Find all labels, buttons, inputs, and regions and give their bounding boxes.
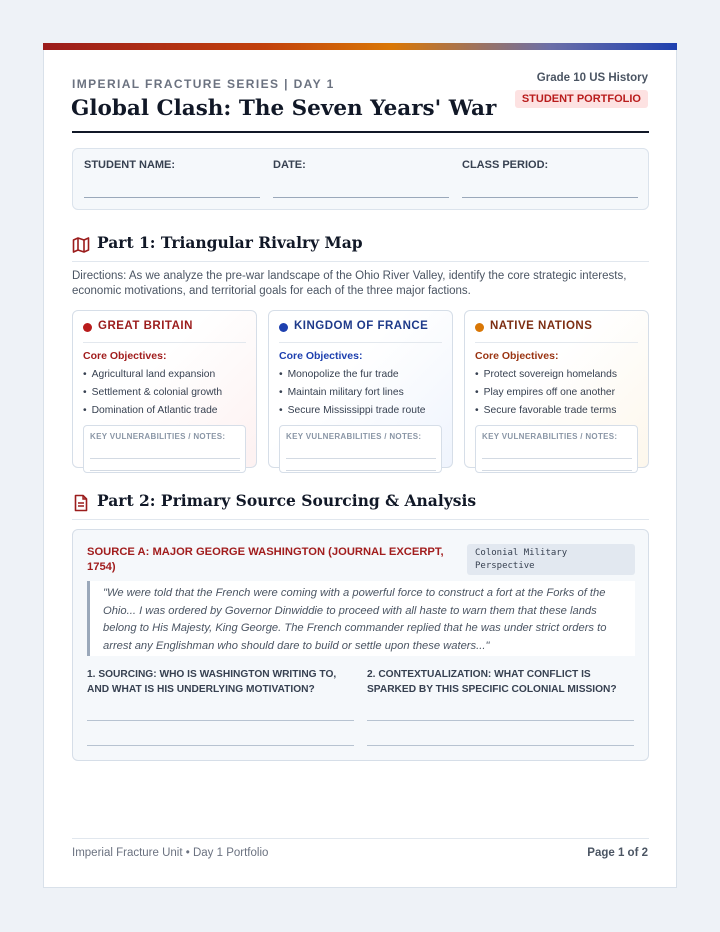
objectives-list: [83, 366, 222, 420]
objectives-list: [475, 366, 617, 420]
list-item: • Maintain military fort lines: [279, 384, 426, 402]
faction-color-dot: [279, 323, 288, 332]
part2-header: [72, 491, 649, 520]
answer-line-2a[interactable]: [367, 720, 634, 721]
faction-color-dot: [475, 323, 484, 332]
faction-card-native-nations: [464, 310, 649, 468]
date-label: DATE:: [273, 159, 306, 171]
objectives-label: Core Objectives:: [475, 350, 559, 362]
question-contextualization: 2. CONTEXTUALIZATION: WHAT CONFLICT IS SPARKED BY THIS SPECIFIC COLONIAL MISSION?: [367, 669, 617, 695]
notes-label: KEY VULNERABILITIES / NOTES:: [482, 432, 618, 441]
perspective-tag: Colonial Military Perspective: [467, 544, 635, 575]
class-period-field[interactable]: [462, 159, 638, 171]
notes-line: [90, 458, 240, 459]
notes-line: [482, 458, 632, 459]
faction-name: KINGDOM OF FRANCE: [294, 320, 429, 332]
faction-card-header: [279, 320, 442, 343]
notes-label: KEY VULNERABILITIES / NOTES:: [90, 432, 226, 441]
date-line[interactable]: [273, 197, 449, 198]
series-label: IMPERIAL FRACTURE SERIES | DAY 1: [72, 77, 335, 91]
student-name-line[interactable]: [84, 197, 260, 198]
class-period-line[interactable]: [462, 197, 638, 198]
faction-card-header: [83, 320, 246, 343]
portfolio-page: [43, 43, 677, 888]
answer-line-1b[interactable]: [87, 745, 354, 746]
student-name-label: STUDENT NAME:: [84, 159, 176, 171]
notes-line: [482, 470, 632, 471]
source-a-box: [72, 529, 649, 761]
list-item: • Protect sovereign homelands: [475, 366, 617, 384]
list-item: • Secure Mississippi trade route: [279, 402, 426, 420]
notes-box[interactable]: [475, 425, 638, 473]
map-icon: [72, 236, 90, 254]
part1-header: [72, 233, 649, 262]
portfolio-badge: STUDENT PORTFOLIO: [515, 90, 648, 108]
footer-divider: [72, 838, 649, 839]
answer-line-2b[interactable]: [367, 745, 634, 746]
list-item: • Monopolize the fur trade: [279, 366, 426, 384]
notes-line: [90, 470, 240, 471]
question-sourcing: 1. SOURCING: WHO IS WASHINGTON WRITING TO, AND WHAT IS HIS UNDERLYING MOTIVATION?: [87, 669, 337, 695]
objectives-label: Core Objectives:: [279, 350, 363, 362]
student-info-box: [72, 148, 649, 210]
source-title: SOURCE A: MAJOR GEORGE WASHINGTON (JOURNAL EXCERPT, 1754): [87, 546, 444, 573]
list-item: • Settlement & colonial growth: [83, 384, 222, 402]
accent-gradient-bar: [43, 43, 677, 50]
page-number: Page 1 of 2: [587, 847, 648, 859]
faction-name: NATIVE NATIONS: [490, 320, 593, 332]
class-period-label: CLASS PERIOD:: [462, 159, 549, 171]
student-name-field[interactable]: [84, 159, 260, 171]
notes-box[interactable]: [83, 425, 246, 473]
part1-title: Part 1: Triangular Rivalry Map: [97, 233, 363, 252]
part2-title: Part 2: Primary Source Sourcing & Analysis: [97, 491, 477, 510]
notes-line: [286, 470, 436, 471]
list-item: • Domination of Atlantic trade: [83, 402, 222, 420]
faction-name: GREAT BRITAIN: [98, 320, 193, 332]
faction-color-dot: [83, 323, 92, 332]
grade-label: Grade 10 US History: [536, 72, 648, 84]
list-item: • Agricultural land expansion: [83, 366, 222, 384]
notes-line: [286, 458, 436, 459]
objectives-list: [279, 366, 426, 420]
list-item: • Secure favorable trade terms: [475, 402, 617, 420]
answer-line-1a[interactable]: [87, 720, 354, 721]
notes-label: KEY VULNERABILITIES / NOTES:: [286, 432, 422, 441]
document-icon: [72, 494, 90, 512]
objectives-label: Core Objectives:: [83, 350, 167, 362]
footer-unit-label: Imperial Fracture Unit • Day 1 Portfolio: [72, 847, 269, 859]
source-quote: "We were told that the French were coming with a powerful force to construct a fort at the Forks of the Ohio... I was ordered by Governor Dinwiddie to proceed with all haste to warn them that these lands belong to His Majesty, King George. The French commander replied that he was under strict orders to arrest any Englishman who should dare to build or settle upon these waters...": [87, 581, 635, 656]
faction-card-france: [268, 310, 453, 468]
notes-box[interactable]: [279, 425, 442, 473]
date-field[interactable]: [273, 159, 449, 171]
faction-card-great-britain: [72, 310, 257, 468]
directions-text: Directions: As we analyze the pre-war landscape of the Ohio River Valley, identify the core strategic interests, economic motivations, and territorial goals for each of the three major factions.: [72, 270, 627, 297]
faction-card-header: [475, 320, 638, 343]
page-title: Global Clash: The Seven Years' War: [71, 96, 497, 121]
list-item: • Play empires off one another: [475, 384, 617, 402]
title-divider: [72, 131, 649, 133]
